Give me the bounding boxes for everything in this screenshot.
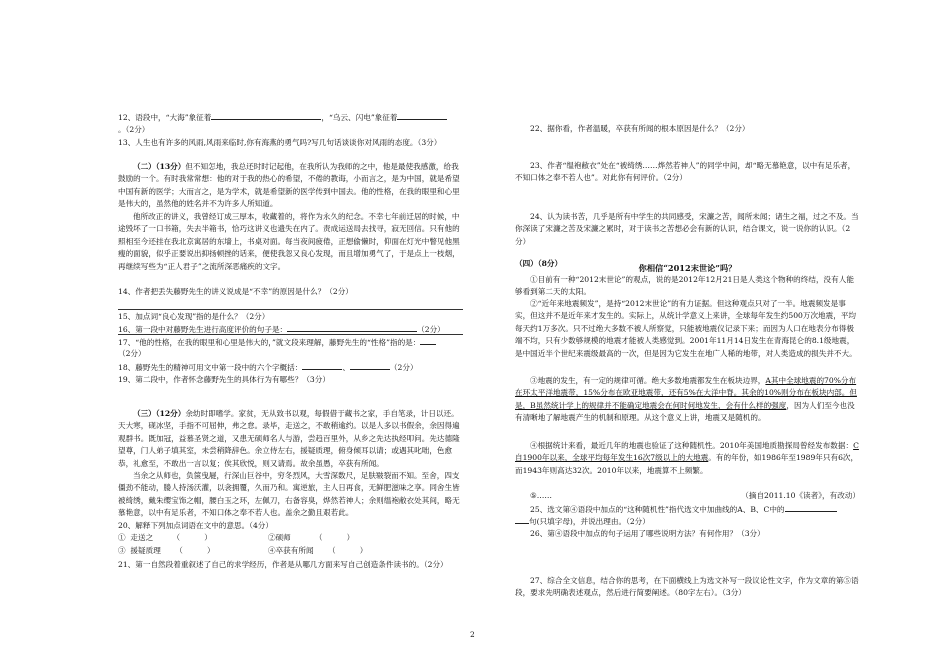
question-21: 21、第一自然段着重叙述了自己的求学经历，作者是从哪几方面来写自己创造条件读书的。（2分）: [118, 560, 448, 569]
question-12: 12、语段中，“大海”象征着 ，“乌云、闪电”象征着: [118, 111, 463, 124]
answer-blank[interactable]: [515, 515, 529, 524]
article-para-2: ②“近年来地震频发”，是持“2012末世论”的有力证据。但这种观点只对了一半。地震频发是事实，但这并不是近年来才发生的。实际上，从统计学意义上来讲，全球每年发生约500万次地震，平均每天约1万多次。只不过绝大多数不被人所察觉，只能被地震仪记录下来；而因为人口在地表分布得极端不均，只有少数够规模的地震才能被人类感觉到。2001年11月14日发生在青海昆仑的8.1级地震，是中国近半个世纪来震级最高的一次，但是因为它发生在地广人稀的地带，对人类造成的损失并不大。: [515, 299, 857, 358]
answer-blank[interactable]: [397, 111, 447, 120]
question-20-item-2: ②硕师 （ ）: [268, 533, 355, 542]
question-27: 27、综合全文信息，结合你的思考，在下面横线上为选文补写一段议论性文字，作为文章的第⑤语段，要求先明确表述观点，然后进行简要阐述。（80字左右）。（3分）: [515, 576, 859, 598]
article-title: 你相信“2012末世论”吗？: [638, 263, 737, 273]
article-para-1: ①目前有一种“2012末世论”的观点，说的是2012年12月21日是人类这个物种的终结，没有人能够看到第二天的太阳。: [515, 275, 854, 297]
question-17-score: （2分）: [118, 349, 146, 358]
answer-blank[interactable]: [287, 323, 417, 332]
answer-blank[interactable]: [350, 361, 390, 370]
question-20: 20、解释下列加点词语在文中的意思。（4分）: [118, 521, 273, 530]
question-14: 14、作者把丢失藤野先生的讲义说成是“不幸”的原因是什么？（2分）: [118, 287, 353, 296]
passage-3-para-2: 当余之从师也，负箧曳屣，行深山巨谷中，穷冬烈风，大雪深数尺，足肤皲裂而不知。至舍，四支僵劲不能动，媵人持汤沃灌，以衾拥覆，久而乃和。寓逆旅，主人日再食，无鲜肥滋味之享。同舍生皆被绮绣，戴朱缨宝饰之帽，腰白玉之环，左佩刀，右备容臭，烨然若神人；余则缊袍敝衣处其间，略无慕艳意，以中有足乐者，不知口体之奉不若人也。盖余之勤且艰若此。: [118, 471, 460, 518]
section-4-label: （四）（8分）: [515, 259, 563, 268]
answer-line[interactable]: [118, 309, 463, 310]
question-12-score: 。（2分）: [118, 125, 150, 134]
answer-blank[interactable]: [420, 336, 436, 345]
question-26: 26、第④语段中加点的句子运用了哪些说明方法？有何作用？（3分）: [530, 529, 765, 538]
question-20-item-1: ① 走送之 （ ）: [118, 533, 212, 542]
answer-blank[interactable]: [211, 111, 321, 120]
question-23: 23、作者“缊袍敝衣”处在“被绮绣……烨然若神人”的同学中间，却“略无慕艳意，以中有足乐者，不知口体之奉不若人也”。对此你有何评价。（2分）: [515, 161, 856, 183]
question-22: 22、据你看，作者温暖，卒获有所闻的根本原因是什么？（2分）: [530, 124, 750, 133]
question-24: 24、认为读书苦，几乎是所有中学生的共同感受，宋濂之苦，闻所未闻；诸生之福，过之不及。当你深读了宋濂之苦及宋濂之累时，对于读书之苦想必会有新的认识，结合课文，说一说你的认识。（2分）: [515, 212, 859, 246]
question-25-cont: 句(只填字母)，并说出理由。（2分）: [515, 515, 860, 528]
question-13: 13、人生也有许多的风雨,风雨来临时,你有海燕的勇气吗?写几句话谈谈你对风雨的态度。（3分）: [118, 138, 442, 147]
passage-3-para-1: （三）（12分）余幼时即嗜学。家贫，无从致书以观，每假借于藏书之家，手自笔录，计日以还。天大寒，砚冰坚，手指不可屈伸，弗之怠。录毕，走送之，不敢稍逾约。以是人多以书假余，余因得遍观群书。既加冠，益慕圣贤之道，又患无硕师名人与游，尝趋百里外，从乡之先达执经叩问。先达德隆望尊，门人弟子填其室，未尝稍降辞色。余立侍左右，援疑质理，俯身倾耳以请；或遇其叱咄，色愈恭，礼愈至，不敢出一言以复；俟其欣悦，则又请焉。故余虽愚，卒获有所闻。: [118, 409, 460, 468]
article-source: （摘自2011.10《读者》，有改动）: [741, 491, 860, 500]
article-para-5: ⑤……: [530, 491, 552, 500]
article-para-4: ④根据统计来看，最近几年的地震也验证了这种随机性。2010年美国地质勘探局曾经发布数据：C自1900年以来，全球平均每年发生16次7级以上的大地震。有的年份，如1986年至1989年只有6次，而1943年则高达32次。2010年以来，地震算不上频繁。: [515, 441, 859, 475]
question-25: 25、选文第④语段中加点的“这种随机性”指代选文中加曲线的A、B、C中的: [515, 503, 860, 516]
question-18: 18、藤野先生的精神可用文中第一段中的六个字概括： 、 （2分）: [118, 363, 418, 372]
question-19: 19、第二段中，作者怀念藤野先生的具体行为有哪些？（3分）: [118, 375, 330, 384]
question-17: 17、“他的性格，在我的眼里和心里是伟大的，”就文段来理解，藤野先生的“性格”指的是：: [118, 336, 463, 349]
answer-blank[interactable]: [302, 361, 342, 370]
article-para-3: ③地震的发生，有一定的规律可循。绝大多数地震都发生在板块边界，A其中全球地震的70%分布在环太平洋地震带，15%分布在欧亚地震带，还有5%在大洋中脊。其余的10%则分布在板块内部。但是，B虽然统计学上的规律并不能确定地震会在何时何地发生，会有什么样的强度，因为人们至今也没有清晰地了解地震产生的机制和原理。从这个意义上讲，地震又是随机的。: [515, 376, 857, 423]
question-20-item-4: ④卒获有所闻 （ ）: [268, 546, 368, 555]
answer-blank[interactable]: [785, 503, 837, 512]
question-20-item-3: ③ 援疑质理 （ ）: [118, 546, 215, 555]
passage-2-para-2: 他所改正的讲义，我曾经订成三厚本，收藏着的，将作为永久的纪念。不幸七年前迁居的时候，中途毁坏了一口书箱，失去半箱书，恰巧这讲义也遗失在内了。责成运送局去找寻，寂无回信。只有他的照相至今还挂在我北京寓居的东墙上，书桌对面。每当夜间疲倦，正想偷懒时，仰面在灯光中瞥见他黑瘦的面貌，似乎正要说出抑扬顿挫的话来，便使我忽又良心发现，而且增加勇气了，于是点上一枝烟，再继续写些为“正人君子”之流所深恶痛疾的文字。: [118, 212, 460, 271]
passage-2-para-1: （二）（13分）但不知怎地，我总还时时记起他，在我所认为我师的之中，他是最使我感激，给我鼓励的一个。有时我常常想：他的对于我的热心的希望，不倦的教诲，小而言之，是为中国，就是希望中国有新的医学；大而言之，是为学术，就是希望新的医学传到中国去。他的性格，在我的眼里和心里是伟大的，虽然他的姓名并不为许多人所知道。: [118, 162, 460, 209]
page-number: 2: [470, 630, 475, 639]
question-15: 15、加点词“良心发现”指的是什么？（2分）: [118, 312, 270, 321]
question-16: 16、第一段中对藤野先生进行高度评价的句子是： （2分）: [118, 325, 445, 334]
